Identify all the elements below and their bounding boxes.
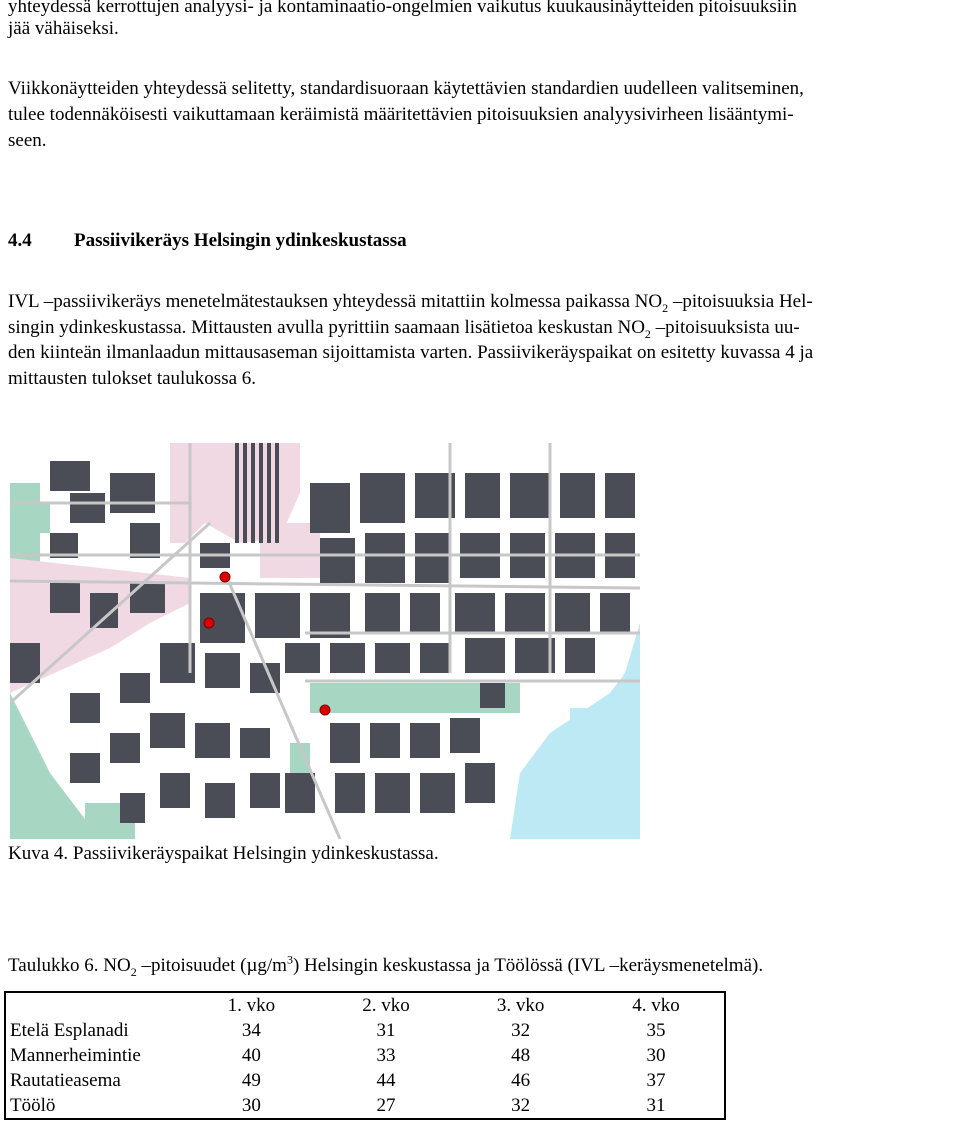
value-cell: 31 [376, 1019, 396, 1041]
intro-line-1: yhteydessä kerrottujen analyysi- ja kontaminaatio-ongelmien vaikutus kuukausinäytteiden pitoisuuksiin [8, 0, 797, 17]
header-cell: 3. vko [496, 994, 545, 1016]
body-line-1 [8, 291, 813, 313]
intro-line-2: jää vähäiseksi. [8, 18, 119, 39]
site-name-cell: Töölö [10, 1094, 56, 1116]
no2-table [4, 991, 726, 1120]
table-row [5, 1018, 725, 1043]
table-caption [8, 952, 764, 979]
subscript: 2 [662, 300, 669, 315]
measurement-site-marker [320, 705, 330, 715]
measurement-site-marker [220, 572, 230, 582]
body-line-3: den kiinteän ilmanlaadun mittausaseman sijoittamista varten. Passiivikeräyspaikat on esitetty kuvassa 4 ja [8, 342, 814, 363]
value-cell: 49 [241, 1069, 261, 1091]
table-header-row [5, 992, 725, 1018]
value-cell: 31 [646, 1094, 666, 1116]
header-cell: 1. vko [227, 994, 276, 1016]
header-cell [5, 992, 184, 1018]
site-name-cell: Mannerheimintie [10, 1044, 141, 1066]
section-title: Passiivikeräys Helsingin ydinkeskustassa [74, 230, 407, 251]
value-cell: 35 [646, 1019, 666, 1041]
value-cell: 48 [511, 1044, 531, 1066]
text: IVL –passiivikeräys menetelmätestauksen yhteydessä mitattiin kolmessa paikassa NO [8, 291, 663, 312]
body-line-2 [8, 317, 800, 339]
text: –pitoisuuksia Hel- [668, 291, 813, 312]
value-cell: 30 [646, 1044, 666, 1066]
value-cell: 37 [646, 1069, 666, 1091]
value-cell: 34 [241, 1019, 261, 1041]
subscript: 2 [644, 326, 651, 341]
value-cell: 30 [241, 1094, 261, 1116]
measurement-site-marker [204, 618, 214, 628]
value-cell: 32 [511, 1019, 531, 1041]
paragraph-line-3: seen. [8, 130, 47, 151]
subscript: 2 [130, 964, 137, 979]
text: ) Helsingin keskustassa ja Töölössä (IVL –keräysmenetelmä). [292, 955, 764, 976]
text: –pitoisuuksista uu- [650, 317, 800, 338]
value-cell: 33 [376, 1044, 396, 1066]
text: singin ydinkeskustassa. Mittausten avulla pyrittiin saamaan lisätietoa keskustan NO [8, 317, 645, 338]
header-cell: 2. vko [362, 994, 410, 1016]
value-cell: 44 [376, 1069, 396, 1091]
value-cell: 32 [511, 1094, 531, 1116]
site-name-cell: Rautatieasema [10, 1069, 121, 1091]
table-row [5, 1043, 725, 1068]
table-row [5, 1068, 725, 1093]
figure-caption: Kuva 4. Passiivikeräyspaikat Helsingin ydinkeskustassa. [8, 843, 439, 864]
section-number: 4.4 [8, 230, 32, 251]
text: –pitoisuudet (µg/m [136, 955, 287, 976]
body-line-4: mittausten tulokset taulukossa 6. [8, 368, 257, 389]
text: Taulukko 6. NO [8, 955, 131, 976]
city-map [10, 443, 640, 839]
superscript: 3 [286, 952, 293, 967]
value-cell: 46 [511, 1069, 531, 1091]
paragraph-line-1: Viikkonäytteiden yhteydessä selitetty, standardisuoraan käytettävien standardien uudelleen valitseminen, [8, 78, 804, 99]
header-cell: 4. vko [632, 994, 680, 1016]
paragraph-line-2: tulee todennäköisesti vaikuttamaan keräimistä määritettävien pitoisuuksien analyysivirheen lisääntymi- [8, 104, 794, 125]
value-cell: 40 [241, 1044, 261, 1066]
site-name-cell: Etelä Esplanadi [10, 1019, 129, 1041]
value-cell: 27 [376, 1094, 396, 1116]
table-row [5, 1093, 725, 1119]
